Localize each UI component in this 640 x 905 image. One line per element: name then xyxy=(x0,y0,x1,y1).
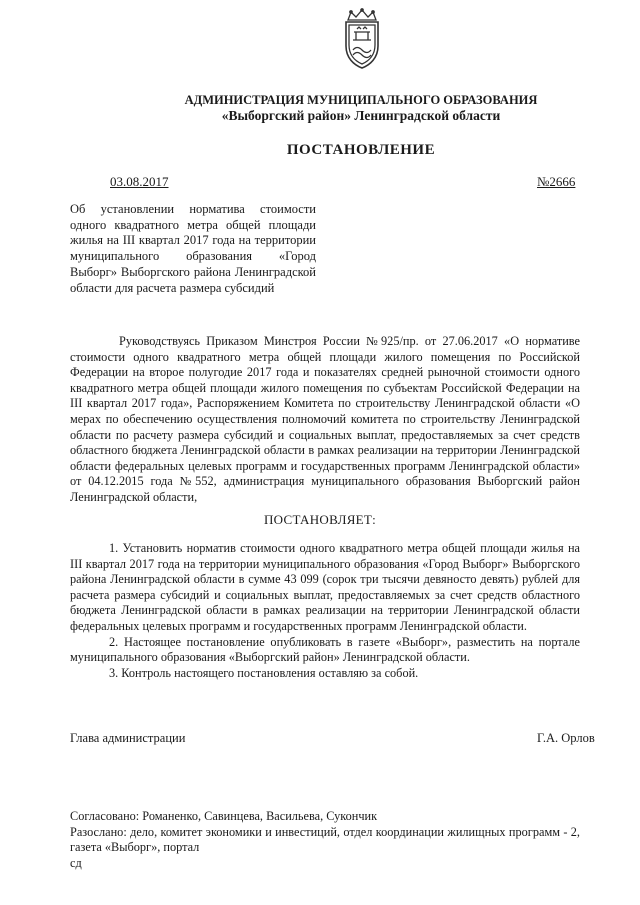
document-type-title: ПОСТАНОВЛЕНИЕ xyxy=(286,142,436,158)
executor-initials: сд xyxy=(70,855,82,870)
signatory-title: Глава администрации xyxy=(70,731,186,745)
document-number: №2666 xyxy=(537,174,576,189)
decree-item: 2. Настоящее постановление опубликовать в газете «Выборг», разместить на портале муниципального образования «Выборгский район» Ленинградской области. xyxy=(70,634,580,665)
decree-items xyxy=(70,541,580,681)
organization-line-2: «Выборгский район» Ленинградской области xyxy=(221,108,501,123)
document-subject: Об установлении норматива стоимости одного квадратного метра общей площади жилья на III квартал 2017 года на территории муниципального образования «Город Выборг» Выборгского района Ленинградской области для расчета размера субсидий xyxy=(70,202,316,295)
preamble-paragraph: Руководствуясь Приказом Минстроя России №925/пр. от 27.06.2017 «О нормативе стоимости одного квадратного метра общей площади жилого помещения по Российской Федерации на второе полугодие 2017 года и показателях средней рыночной стоимости одного квадратного метра общей площади жилого помещения по субъектам Российской Федерации на III квартал 2017 года», Распоряжением Комитета по строительству Ленинградской области «О мерах по обеспечению осуществления полномочий комитета по строительству Ленинградской области по расчету размера субсидий и социальных выплат, предоставляемых за счет средств областного бюджета Ленинградской области в рамках реализации на территории Ленинградской области федеральных целевых программ и государственных программ Ленинградской области» от 04.12.2015 года №552, администрация муниципального образования Выборгский район Ленинградской области, xyxy=(70,334,580,504)
document-date: 03.08.2017 xyxy=(110,174,169,189)
agreed-line: Согласовано: Романенко, Савинцева, Васильева, Сукончик xyxy=(70,809,378,823)
document-footer xyxy=(70,809,580,871)
decree-item: 3. Контроль настоящего постановления оставляю за собой. xyxy=(109,665,419,680)
decree-heading: ПОСТАНОВЛЯЕТ: xyxy=(263,512,377,527)
organization-line-1: АДМИНИСТРАЦИЯ МУНИЦИПАЛЬНОГО ОБРАЗОВАНИЯ xyxy=(184,93,538,107)
decree-item: 1. Установить норматив стоимости одного квадратного метра общей площади жилья на III квартал 2017 года на территории муниципального образования «Город Выборг» Выборгского района Ленинградской области в сумме 43 099 (сорок три тысячи девяносто девять) рублей для расчета размера субсидий и социальных выплат, предоставляемых за счет средств областного бюджета Ленинградской области в рамках реализации на территории Ленинградской области федеральных целевых программ и государственных программ Ленинградской области. xyxy=(70,541,580,633)
coat-of-arms-emblem xyxy=(339,8,385,70)
distribution-line: Разослано: дело, комитет экономики и инвестиций, отдел координации жилищных программ - 2, газета «Выборг», портал xyxy=(70,824,580,855)
signatory-name: Г.А. Орлов xyxy=(537,731,595,745)
